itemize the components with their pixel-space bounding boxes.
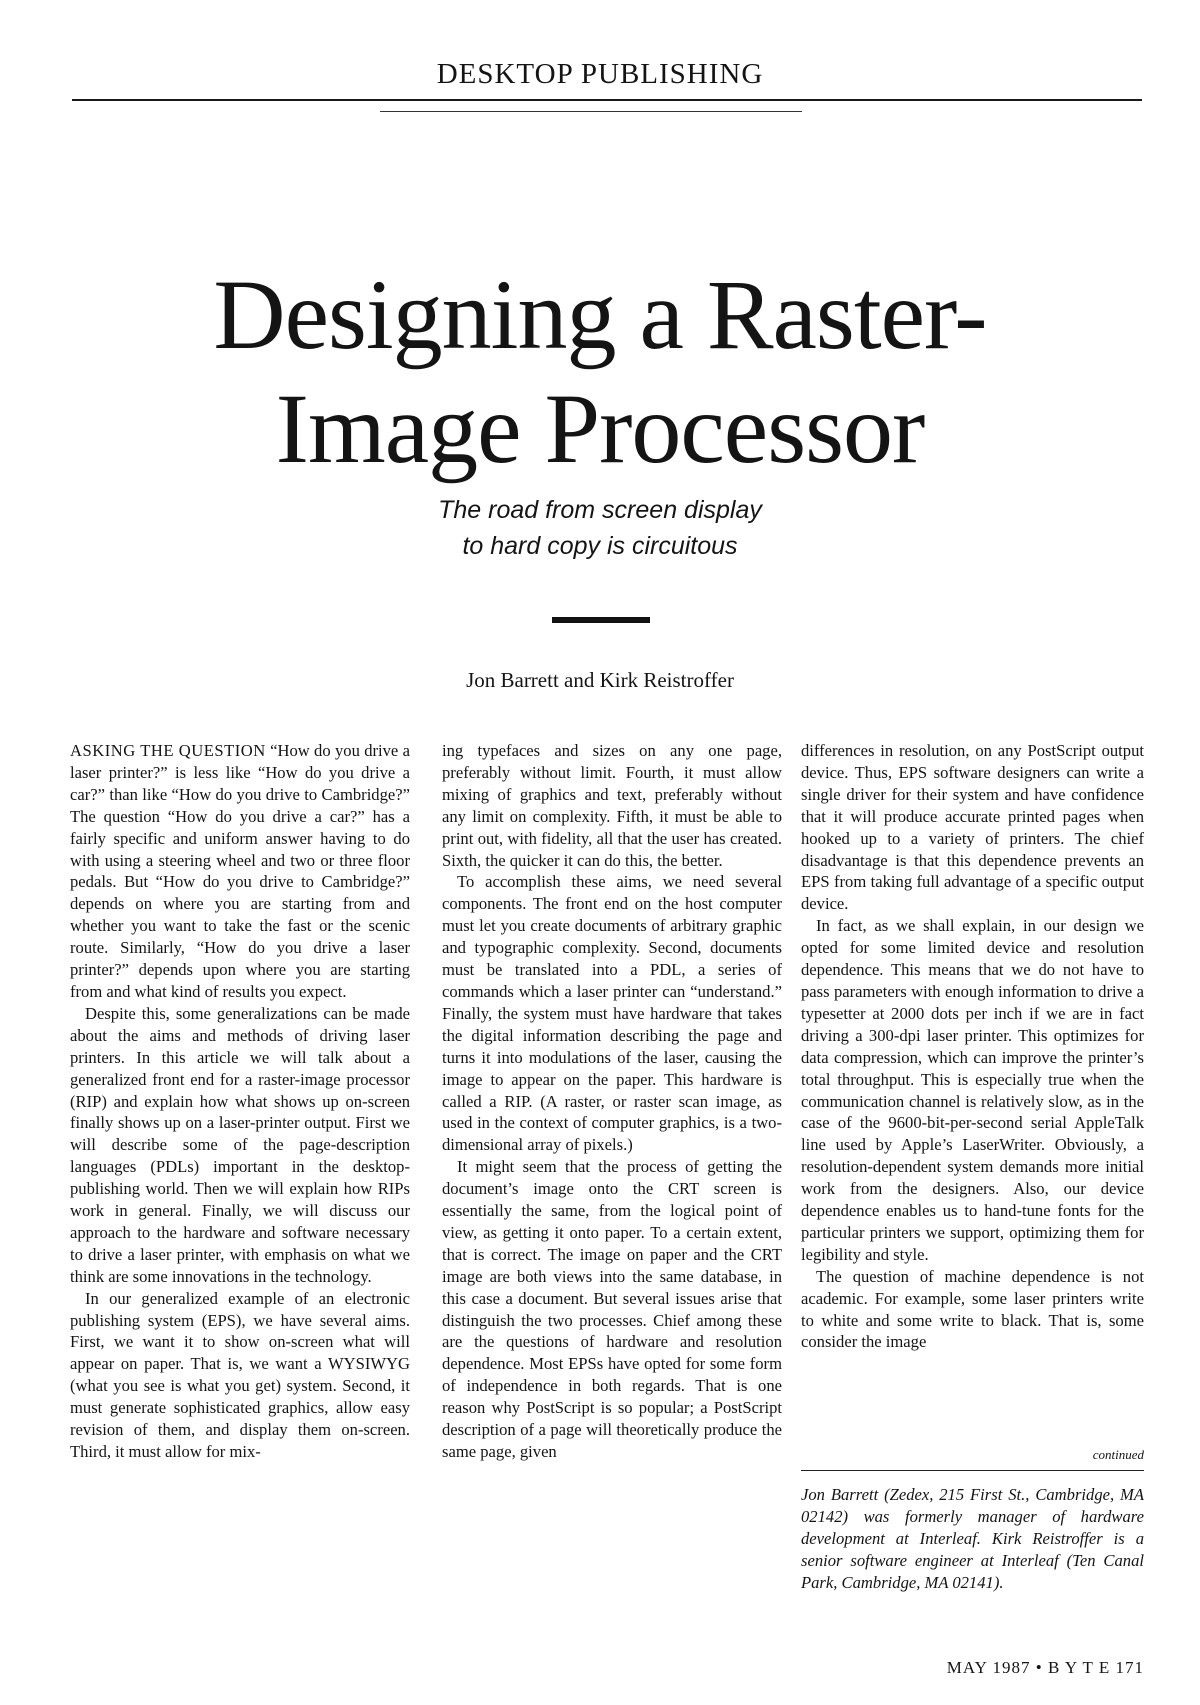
title-separator	[552, 617, 650, 623]
column-2	[442, 740, 782, 1463]
article-title	[0, 258, 1200, 486]
paragraph: In fact, as we shall explain, in our design we opted for some limited device and resolution dependence. This means that we do not have to pass parameters with enough information to drive a typesetter at 2000 dots per inch if we are in fact driving a 300-dpi laser printer. This optimizes for data compression, which can improve the printer’s total throughput. This is especially true when the communication channel is relatively slow, as in the case of the 9600-bit-per-second serial AppleTalk line used by Apple’s LaserWriter. Obviously, a resolution-dependent system demands more initial work from the designers. Also, our device dependence enables us to hand-tune fonts for the particular printers we support, optimizing them for legibility and style.	[801, 916, 1144, 1264]
byline: Jon Barrett and Kirk Reistroffer	[466, 668, 734, 692]
header-rule	[72, 99, 1142, 101]
subtitle-line-1: The road from screen display	[438, 496, 762, 524]
page-footer: MAY 1987 • B Y T E 171	[946, 1658, 1144, 1677]
paragraph	[70, 740, 410, 1003]
author-bio: Jon Barrett (Zedex, 215 First St., Cambridge, MA 02142) was formerly manager of hardware development at Interleaf. Kirk Reistroffer is a senior software engineer at Interleaf (Ten Canal Park, Cambridge, MA 02141).	[801, 1485, 1144, 1592]
paragraph: In our generalized example of an electronic publishing system (EPS), we have several aims. First, we want it to show on-screen what will appear on paper. That is, we want a WYSIWYG (what you see is what you get) system. Second, it must generate sophisticated graphics, allow easy revision of them, and display them on-screen. Third, it must allow for mix-	[70, 1288, 410, 1461]
lead-in: ASKING THE QUESTION	[70, 741, 266, 760]
subtitle-line-2: to hard copy is circuitous	[462, 532, 738, 560]
paragraph: The question of machine dependence is not academic. For example, some laser printers write to white and some write to black. That is, some consider the image	[801, 1266, 1144, 1352]
paragraph-text: “How do you drive a laser printer?” is less like “How do you drive a car?” than like “How do you drive to Cambridge?” The question “How do you drive a car?” has a fairly specific and uniform answer having to do with using a steering wheel and two or three floor pedals. But “How do you drive to Cambridge?” depends on where you are starting from and whether you want to take the fast or the scenic route. Similarly, “How do you drive a laser printer?” depends upon where you are starting from and what kind of results you expect.	[70, 741, 410, 1001]
paragraph: Despite this, some generalizations can be made about the aims and methods of driving laser printers. In this article we will talk about a generalized front end for a raster-image processor (RIP) and explain how what shows up on-screen finally shows up on a laser-printer output. First we will describe some of the page-description languages (PDLs) important in the desktop-publishing world. Then we will explain how RIPs work in general. Finally, we will discuss our approach to the hardware and software necessary to drive a laser printer, with emphasis on what we think are some innovations in the technology.	[70, 1003, 410, 1286]
header-subrule	[380, 111, 802, 112]
title-line-1: Designing a Raster-	[213, 259, 987, 370]
paragraph: ing typefaces and sizes on any one page, preferably without limit. Fourth, it must allow mixing of graphics and text, preferably without any limit on complexity. Fifth, it must be able to print out, with fidelity, all that the user has created. Sixth, the quicker it can do this, the better.	[442, 741, 782, 870]
continued-label: continued	[1092, 1447, 1144, 1462]
title-line-2: Image Processor	[275, 373, 925, 484]
column-1	[70, 740, 410, 1463]
paragraph: To accomplish these aims, we need several components. The front end on the host computer must let you create documents of arbitrary graphic and typographic complexity. Second, documents must be translated into a PDL, a series of commands which a laser printer can “understand.” Finally, the system must have hardware that takes the digital information describing the page and turns it into modulations of the laser, causing the image to appear on the paper. This hardware is called a RIP. (A raster, or raster scan image, as used in the context of computer graphics, is a two-dimensional array of pixels.)	[442, 872, 782, 1155]
column-3	[801, 740, 1144, 1353]
section-label: DESKTOP PUBLISHING	[436, 58, 764, 90]
bio-rule	[801, 1470, 1144, 1471]
paragraph: It might seem that the process of getting the document’s image onto the CRT screen is essentially the same, from the logical point of view, as getting it onto paper. To a certain extent, that is correct. The image on paper and the CRT image are both views into the same database, in this case a document. But several issues arise that distinguish the two processes. Chief among these are the questions of hardware and resolution dependence. Most EPSs have opted for some form of independence in both regards. That is one reason why PostScript is so popular; a PostScript description of a page will theoretically produce the same page, given	[442, 1157, 782, 1461]
article-subtitle	[0, 492, 1200, 564]
paragraph: differences in resolution, on any PostScript output device. Thus, EPS software designers can write a single driver for their system and have confidence that it will produce accurate printed pages when hooked up to a variety of printers. The chief disadvantage is that this dependence prevents an EPS from taking full advantage of a specific output device.	[801, 741, 1144, 914]
